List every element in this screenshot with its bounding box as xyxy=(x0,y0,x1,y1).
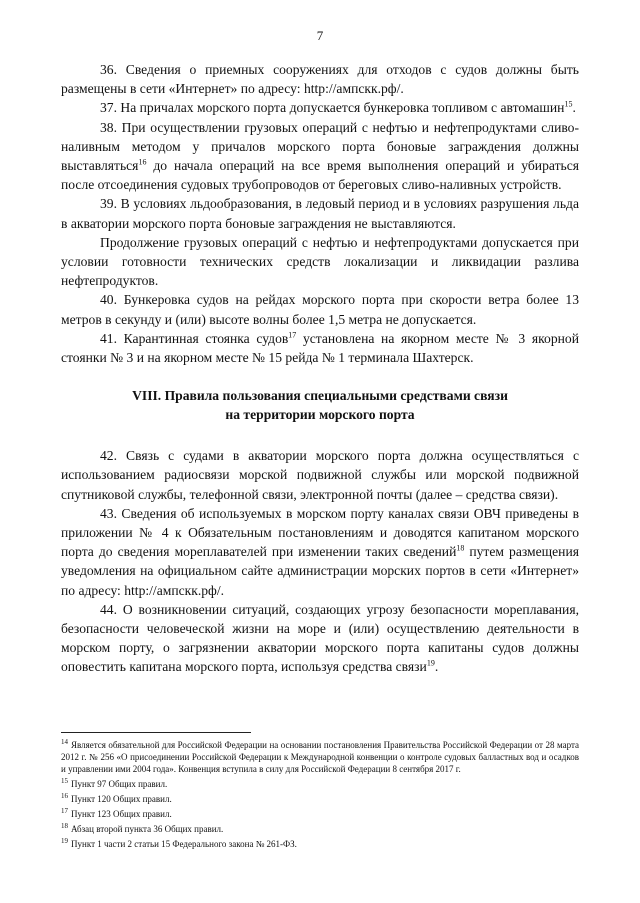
footnotes xyxy=(61,739,579,850)
paragraph-40: 40. Бункеровка судов на рейдах морского порта при скорости ветра более 13 метров в секунду и (или) высоте волны более 1,5 метра не допускается. xyxy=(61,292,579,327)
paragraph-36: 36. Сведения о приемных сооружениях для отходов с судов должны быть размещены в сети «Интернет» по адресу: http://ампскк.рф/. xyxy=(61,62,579,97)
paragraph-39-continued: Продолжение грузовых операций с нефтью и нефтепродуктами допускается при условии готовности технических средств локализации и ликвидации разлива нефтепродуктов. xyxy=(61,234,579,289)
body-text xyxy=(61,60,579,367)
body-text-section-8 xyxy=(61,446,579,676)
section-heading xyxy=(61,386,579,424)
section-heading-line2: на территории морского порта xyxy=(225,407,415,423)
footnote-15: $^{15}$ Пункт 97 Общих правил. xyxy=(61,776,168,789)
paragraph-41: 41. Карантинная стоянка судов$^{17}$ установлена на якорном месте № 3 якорной стоянки № 3 и на якорном месте № 15 рейда № 1 терминала Шахтерск. xyxy=(61,330,579,366)
section-heading-line1: VIII. Правила пользования специальными средствами связи xyxy=(132,388,508,404)
footnote-17: $^{17}$ Пункт 123 Общих правил. xyxy=(61,806,172,819)
paragraph-44: 44. О возникновении ситуаций, создающих угрозу безопасности мореплавания, безопасности человеческой жизни на море и (или) осуществлению деятельности в морском порту, о загрязнении акватории морского порта капитаны судов должны оповестить капитана морского порта, используя средства связи$^{19}$. xyxy=(61,601,579,675)
page-number: 7 xyxy=(316,28,324,43)
footnote-16: $^{16}$ Пункт 120 Общих правил. xyxy=(61,791,172,804)
footnote-ref-16: 16 xyxy=(138,157,147,167)
paragraph-43: 43. Сведения об используемых в морском порту каналах связи ОВЧ приведены в приложении № 4 к Обязательным постановлениям и доводятся капитаном морского порта до сведения мореплавателей при изменении таких сведений$^{18}$ путем размещения уведомления на официальном сайте администрации морских портов в сети «Интернет» по адресу: http://ампскк.рф/. xyxy=(61,505,579,598)
footnote-ref-15: 15 xyxy=(564,99,573,109)
footnote-ref-18: 18 xyxy=(456,543,465,553)
footnote-divider xyxy=(61,732,251,733)
paragraph-39: 39. В условиях льдообразования, в ледовый период и в условиях разрушения льда в акватории морского порта боновые заграждения не выставляются. xyxy=(61,196,579,231)
footnote-14: $^{14}$ Является обязательной для Российской Федерации на основании постановления Правительства Российской Федерации от 28 марта 2012 г. № 256 «О присоединении Российской Федерации к Международной конвенции о контроле судовых балластных вод и осадков и управлении ими 2004 года». Конвенция вступила в силу для Российской Федерации 8 сентября 2017 г. xyxy=(61,737,579,774)
paragraph-42: 42. Связь с судами в акватории морского порта должна осуществляться с использованием радиосвязи морской подвижной службы или морской подвижной спутниковой службы, телефонной связи, электронной почты (далее – средства связи). xyxy=(61,448,579,502)
footnote-ref-17: 17 xyxy=(288,330,297,340)
footnote-19: $^{19}$ Пункт 1 части 2 статьи 15 Федерального закона № 261-ФЗ. xyxy=(61,836,297,849)
paragraph-38: 38. При осуществлении грузовых операций с нефтью и нефтепродуктами сливо-наливным методом у причалов морского порта боновые заграждения должны выставляться$^{16}$ до начала операций на все время выполнения операций и убираться после отсоединения судовых трубопроводов от береговых сливо-наливных устройств. xyxy=(61,119,579,193)
paragraph-37: 37. На причалах морского порта допускается бункеровка топливом с автомашин$^{15}$. xyxy=(100,99,576,116)
footnote-ref-19: 19 xyxy=(426,658,435,668)
footnote-18: $^{18}$ Абзац второй пункта 36 Общих правил. xyxy=(61,821,224,834)
